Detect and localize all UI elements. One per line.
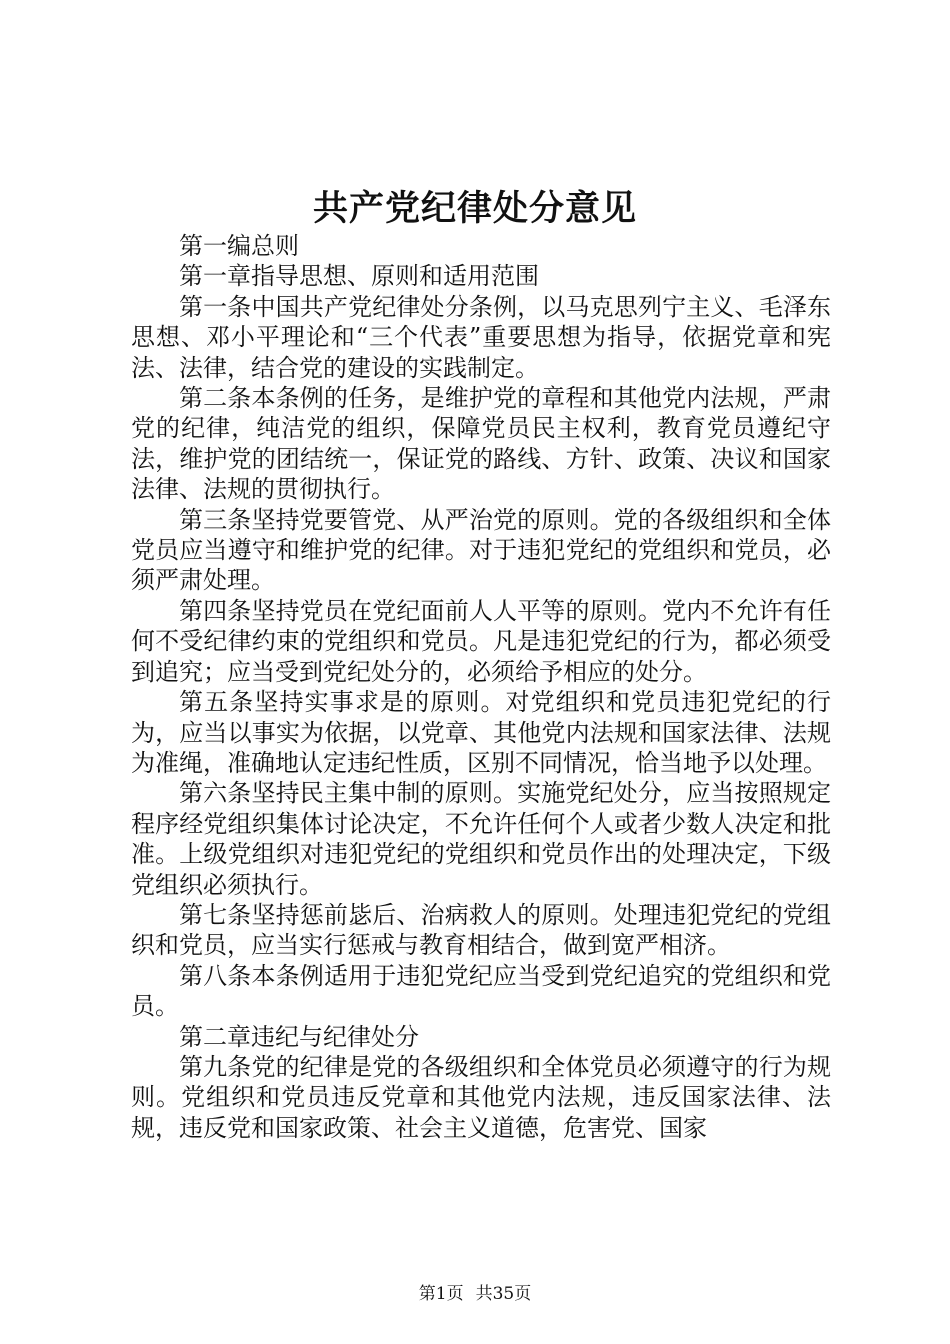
article-4: 第四条坚持党员在党纪面前人人平等的原则。党内不允许有任何不受纪律约束的党组织和党员。凡是违犯党纪的行为，都必须受到追究；应当受到党纪处分的，必须给予相应的处分。	[131, 596, 831, 686]
article-3: 第三条坚持党要管党、从严治党的原则。党的各级组织和全体党员应当遵守和维护党的纪律。对于违犯党纪的党组织和党员，必须严肃处理。	[131, 505, 831, 595]
page-title: 共产党纪律处分意见	[312, 188, 637, 229]
article-1: 第一条中国共产党纪律处分条例，以马克思列宁主义、毛泽东思想、邓小平理论和“三个代表”重要思想为指导，依据党章和宪法、法律，结合党的建设的实践制定。	[131, 292, 831, 382]
article-2: 第二条本条例的任务，是维护党的章程和其他党内法规，严肃党的纪律，纯洁党的组织，保障党员民主权利，教育党员遵纪守法，维护党的团结统一，保证党的路线、方针、政策、决议和国家法律、法规的贯彻执行。	[131, 384, 831, 504]
heading-part-one: 第一编总则	[179, 232, 299, 260]
article-7: 第七条坚持惩前毖后、治病救人的原则。处理违犯党纪的党组织和党员，应当实行惩戒与教育相结合，做到宽严相济。	[131, 900, 831, 960]
article-6: 第六条坚持民主集中制的原则。实施党纪处分，应当按照规定程序经党组织集体讨论决定，不允许任何个人或者少数人决定和批准。上级党组织对违犯党纪的党组织和党员作出的处理决定，下级党组织必须执行。	[131, 779, 831, 899]
page-footer	[0, 1282, 950, 1306]
page-total: 共35页	[475, 1284, 532, 1304]
article-5: 第五条坚持实事求是的原则。对党组织和党员违犯党纪的行为，应当以事实为依据，以党章、其他党内法规和国家法律、法规为准绳，准确地认定违纪性质，区别不同情况，恰当地予以处理。	[131, 688, 831, 777]
heading-chapter-one: 第一章指导思想、原则和适用范围	[179, 262, 539, 291]
page-number: 第1页	[418, 1284, 464, 1304]
article-8: 第八条本条例适用于违犯党纪应当受到党纪追究的党组织和党员。	[131, 961, 831, 1021]
heading-chapter-two: 第二章违纪与纪律处分	[179, 1022, 419, 1051]
article-9: 第九条党的纪律是党的各级组织和全体党员必须遵守的行为规则。党组织和党员违反党章和其他党内法规，违反国家法律、法规，违反党和国家政策、社会主义道德，危害党、国家	[131, 1052, 831, 1142]
document-body	[131, 231, 831, 1143]
